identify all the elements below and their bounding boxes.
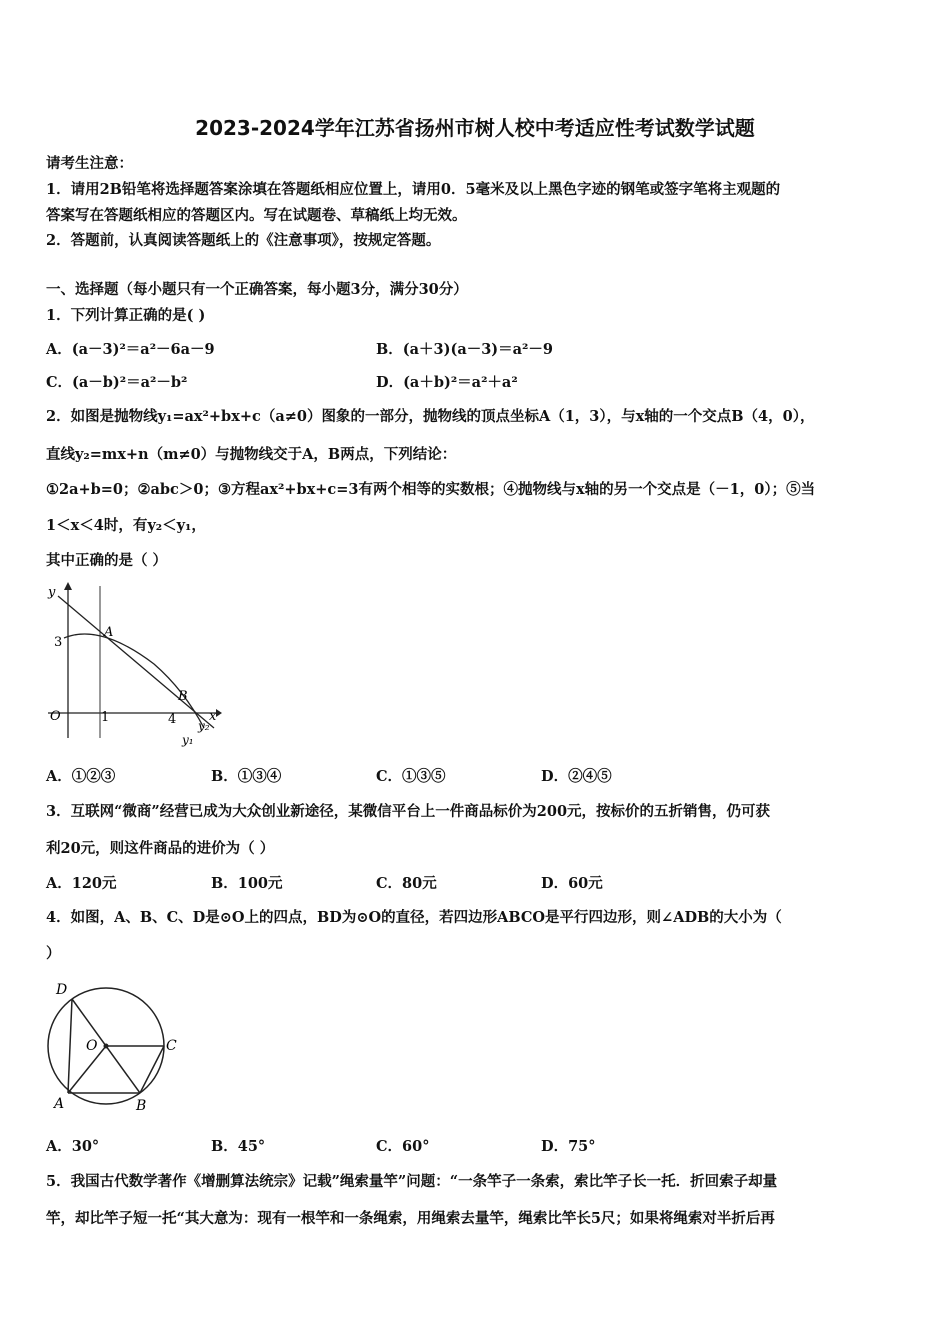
point-label: A xyxy=(104,625,114,640)
option-b: B．(a＋3)(a－3)＝a²－9 xyxy=(376,341,554,358)
question-stem: 3．互联网“微商”经营已成为大众创业新途径，某微信平台上一件商品标价为200元，按标价的五折销售，仍可获 xyxy=(46,803,771,820)
section-heading: 一、选择题（每小题只有一个正确答案，每小题3分，满分30分） xyxy=(46,281,468,298)
point-label: B xyxy=(178,689,188,704)
question-stem: 2．如图是抛物线y₁=ax²+bx+c（a≠0）图象的一部分，抛物线的顶点坐标A（1，3），与x轴的一个交点B（4，0）， xyxy=(46,408,815,425)
question-stem: ） xyxy=(46,945,61,962)
circle-figure xyxy=(40,976,185,1116)
center-label: O xyxy=(86,1038,98,1054)
question-stem: 利20元，则这件商品的进价为（ ） xyxy=(46,840,275,857)
option-a: A．120元 xyxy=(46,875,117,892)
notice-line: 答案写在答题纸相应的答题区内。写在试题卷、草稿纸上均无效。 xyxy=(46,207,467,224)
parabola-figure xyxy=(44,578,224,748)
notice-line: 2．答题前，认真阅读答题纸上的《注意事项》，按规定答题。 xyxy=(46,232,441,249)
notice-line: 1．请用2B铅笔将选择题答案涂填在答题纸相应位置上，请用0．5毫米及以上黑色字迹的钢笔或签字笔将主观题的 xyxy=(46,181,781,198)
option-d: D．(a＋b)²＝a²＋a² xyxy=(376,374,518,391)
option-b: B．100元 xyxy=(211,875,283,892)
option-c: C．60° xyxy=(376,1138,430,1155)
point-label: C xyxy=(166,1038,177,1054)
question-stem: 直线y₂=mx+n（m≠0）与抛物线交于A，B两点，下列结论： xyxy=(46,446,457,463)
option-d: D．②④⑤ xyxy=(541,768,612,785)
axis-label: x xyxy=(209,709,217,724)
page-title: 2023-2024学年江苏省扬州市树人校中考适应性考试数学试题 xyxy=(195,116,755,140)
option-b: B．45° xyxy=(211,1138,266,1155)
curve-label: y₁ xyxy=(182,733,194,747)
notice-heading: 请考生注意： xyxy=(46,155,133,172)
option-a: A．30° xyxy=(46,1138,100,1155)
question-stem: 4．如图，A、B、C、D是⊙O上的四点，BD为⊙O的直径，若四边形ABCO是平行四边形，则∠ADB的大小为（ xyxy=(46,909,782,926)
tick-label: 4 xyxy=(168,712,177,727)
tick-label: 3 xyxy=(54,635,63,650)
option-d: D．75° xyxy=(541,1138,596,1155)
option-c: C．①③⑤ xyxy=(376,768,446,785)
question-stem: 5．我国古代数学著作《增删算法统宗》记载”绳索量竿”问题：“一条竿子一条索，索比竿子长一托．折回索子却量 xyxy=(46,1173,778,1190)
point-label: D xyxy=(56,982,68,998)
curve-label: y₂ xyxy=(198,719,210,733)
point-label: A xyxy=(54,1096,65,1112)
question-stem: 1．下列计算正确的是( ) xyxy=(46,307,206,324)
question-stem: ①2a+b=0；②abc＞0；③方程ax²+bx+c=3有两个相等的实数根；④抛物线与x轴的另一个交点是（－1，0）；⑤当 xyxy=(46,481,816,498)
option-b: B．①③④ xyxy=(211,768,282,785)
question-stem: 竿，却比竿子短一托“其大意为：现有一根竿和一条绳索，用绳索去量竿，绳索比竿长5尺；如果将绳索对半折后再 xyxy=(46,1210,775,1227)
point-label: B xyxy=(136,1098,147,1114)
tick-label: 1 xyxy=(101,710,110,725)
question-stem: 1＜x＜4时，有y₂＜y₁， xyxy=(46,517,206,534)
question-stem: 其中正确的是（ ） xyxy=(46,552,168,569)
option-c: C．(a－b)²＝a²－b² xyxy=(46,374,188,391)
option-d: D．60元 xyxy=(541,875,603,892)
option-a: A．(a－3)²＝a²－6a－9 xyxy=(46,341,215,358)
axis-label: y xyxy=(48,585,56,600)
option-a: A．①②③ xyxy=(46,768,116,785)
option-c: C．80元 xyxy=(376,875,437,892)
origin-label: O xyxy=(50,709,61,724)
